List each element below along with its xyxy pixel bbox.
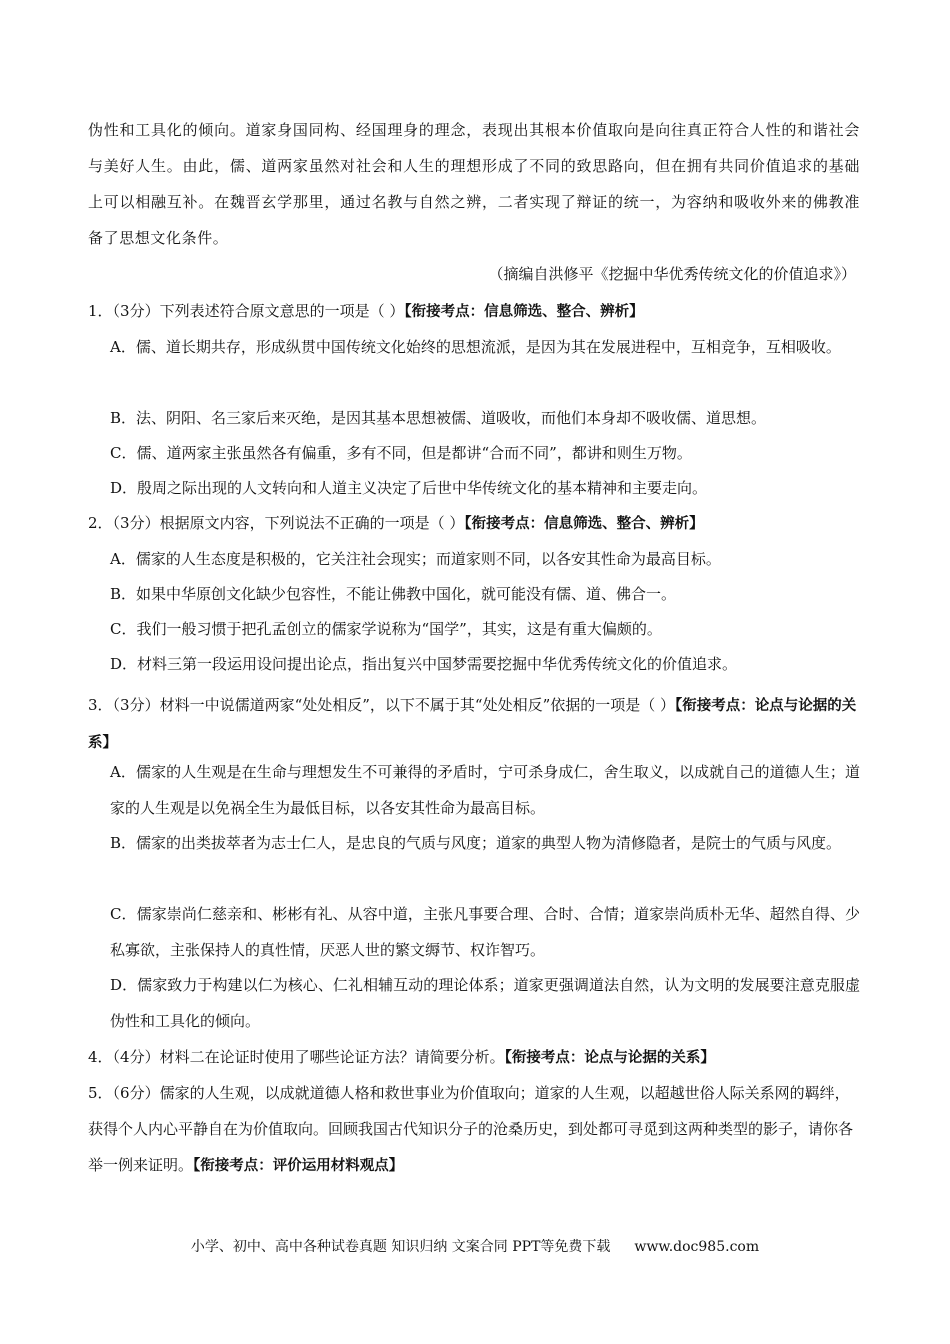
option-3a: A．儒家的人生观是在生命与理想发生不可兼得的矛盾时，宁可杀身成仁，舍生取义，以成就自己的道德人生；道家的人生观是以免祸全生为最低目标，以各安其性命为最高目标。 <box>110 763 860 817</box>
question-stem: （3分）下列表述符合原文意思的一项是（ ） <box>112 302 405 320</box>
question-stem: （6分）儒家的人生观，以成就道德人格和救世事业为价值取向；道家的人生观，以超越世俗人际关系网的羁绊，获得个人内心平静自在为价值取向。回顾我国古代知识分子的沧桑历史，到处都可寻觅到这两种类型的影子，请你各举一例来证明。 <box>88 1084 854 1174</box>
option-2d: D．材料三第一段运用设问提出论点，指出复兴中国梦需要挖掘中华优秀传统文化的价值追求。 <box>110 655 738 673</box>
question-4 <box>88 1045 860 1070</box>
option-3c: C．儒家崇尚仁慈亲和、彬彬有礼、从容中道，主张凡事要合理、合时、合情；道家崇尚质朴无华、超然自得、少私寡欲，主张保持人的真性情，厌恶人世的繁文缛节、权诈智巧。 <box>110 905 860 959</box>
question-3 <box>88 687 860 761</box>
question-number: 4． <box>88 1048 113 1066</box>
footer-url[interactable]: www.doc985.com <box>634 1239 760 1255</box>
question-1 <box>88 299 860 324</box>
question-tag: 【衔接考点：评价运用材料观点】 <box>193 1158 404 1174</box>
page-footer <box>0 1237 950 1257</box>
footer-text: 小学、初中、高中各种试卷真题 知识归纳 文案合同 PPT等免费下载 <box>190 1239 611 1255</box>
option-1b: B．法、阴阳、名三家后来灭绝，是因其基本思想被儒、道吸收，而他们本身却不吸收儒、道思想。 <box>110 409 767 427</box>
question-5 <box>88 1075 860 1184</box>
question-tag: 【衔接考点：论点与论据的关系】 <box>88 698 857 751</box>
question-number: 3． <box>88 696 113 714</box>
question-stem: （4分）材料二在论证时使用了哪些论证方法？请简要分析。 <box>112 1048 505 1066</box>
option-1d: D．殷周之际出现的人文转向和人道主义决定了后世中华传统文化的基本精神和主要走向。 <box>110 479 708 497</box>
option-2b: B．如果中华原创文化缺少包容性，不能让佛教中国化，就可能没有儒、道、佛合一。 <box>110 585 677 603</box>
option-3b: B．儒家的出类拔萃者为志士仁人，是忠良的气质与风度；道家的典型人物为清修隐者，是院士的气质与风度。 <box>110 834 842 852</box>
question-tag: 【衔接考点：论点与论据的关系】 <box>504 1050 715 1066</box>
option-2c: C．我们一般习惯于把孔孟创立的儒家学说称为“国学”，其实，这是有重大偏颇的。 <box>110 620 662 638</box>
question-stem: （3分）材料一中说儒道两家“处处相反”，以下不属于其“处处相反”依据的一项是（ ） <box>112 696 676 714</box>
question-tag: 【衔接考点：信息筛选、整合、辨析】 <box>404 304 644 320</box>
option-1c: C．儒、道两家主张虽然各有偏重，多有不同，但是都讲“合而不同”，都讲和则生万物。 <box>110 444 692 462</box>
question-stem: （3分）根据原文内容，下列说法不正确的一项是（ ） <box>112 514 465 532</box>
question-number: 1． <box>88 302 113 320</box>
question-2 <box>88 511 860 536</box>
passage-source: （摘编自洪修平《挖掘中华优秀传统文化的价值追求》） <box>488 265 856 283</box>
question-number: 2． <box>88 514 113 532</box>
option-2a: A．儒家的人生态度是积极的，它关注社会现实；而道家则不同，以各安其性命为最高目标。 <box>110 550 721 568</box>
option-1a: A．儒、道长期共存，形成纵贯中国传统文化始终的思想流派，是因为其在发展进程中，互相竞争，互相吸收。 <box>110 338 841 356</box>
passage-paragraph: 伪性和工具化的倾向。道家身国同构、经国理身的理念，表现出其根本价值取向是向往真正符合人性的和谐社会与美好人生。由此，儒、道两家虽然对社会和人生的理想形成了不同的致思路向，但在拥有共同价值追求的基础上可以相融互补。在魏晋玄学那里，通过名教与自然之辨，二者实现了辩证的统一，为容纳和吸收外来的佛教准备了思想文化条件。 <box>88 121 860 247</box>
option-3d: D．儒家致力于构建以仁为核心、仁礼相辅互动的理论体系；道家更强调道法自然，认为文明的发展要注意克服虚伪性和工具化的倾向。 <box>110 976 860 1030</box>
question-tag: 【衔接考点：信息筛选、整合、辨析】 <box>464 516 704 532</box>
question-number: 5． <box>88 1084 113 1102</box>
